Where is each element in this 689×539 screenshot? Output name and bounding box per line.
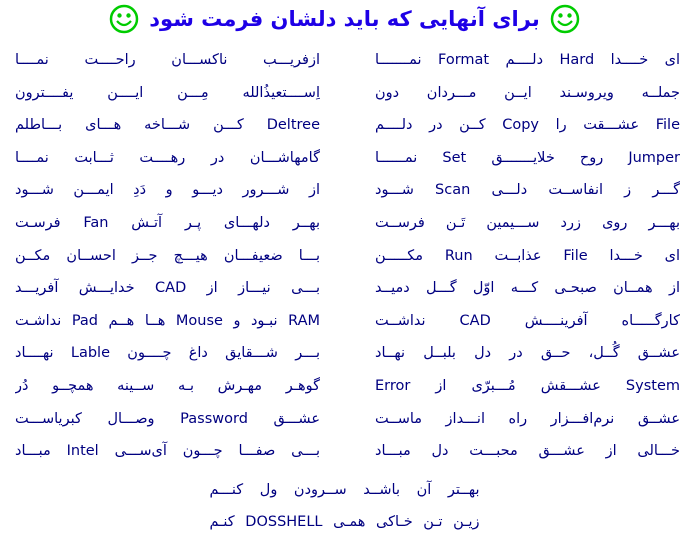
poem-line: گامهاشـــان در رهــــت ثـــابت نمــــا: [15, 149, 320, 166]
poem-right-column: [375, 44, 680, 468]
title-bar: [0, 2, 689, 36]
poem-line: Jumper روح خلایـــــــق Set نمــــــا: [375, 149, 680, 166]
poem-line: عشــق نرم‌افـــزار راه انـــداز ماســت: [375, 410, 680, 427]
poem-line: گوهـر مهـرش بـه ســینه همچــو دُر: [15, 377, 320, 394]
poem-left-column: [15, 44, 320, 468]
poem-line: بـــا ضعیفـــان هیـــچ جــز احســان مکــن: [15, 247, 320, 264]
poem-line: ای خــــدا Hard دلــــم Format نمـــــــا: [375, 52, 680, 68]
poem-line: بهــتر آن باشــد ســرودن ول کنـــم: [209, 482, 480, 498]
poem-line: File عشـــقت را Copy کــن در دلــــم: [375, 117, 680, 134]
poem-line: اِســــتعیذُالله مِـــن ایــــن یفــــترون: [15, 84, 320, 101]
closing-verse-2: [0, 506, 689, 539]
poem-line: ای خـــدا File عذابــت Run مکـــــن: [375, 247, 680, 264]
page-title: برای آنهایی که باید دلشان فرمت شود: [149, 7, 540, 31]
smiley-icon: [550, 4, 580, 34]
poem-line: زیـن تـن خـاکی همـی DOSSHELL کنـم: [209, 514, 480, 530]
poem-line: گـــر ز انفاســت دلـــی Scan شـــود: [375, 182, 680, 199]
poem-line: بـــر شـــقایق داغ چــــون Lable نهــــاد: [15, 345, 320, 362]
poem-line: RAM نبـود و Mouse هــا هــم Pad نداشـت: [15, 312, 320, 329]
closing-verse-1: [0, 474, 689, 507]
poem-line: کارگـــــاه آفرینــــش CAD نداشــت: [375, 312, 680, 329]
poem-line: از شـــرور دیـــو و دَدِ ایمـــن شـــود: [15, 182, 320, 199]
poem-line: از همــان صبحـی کـــه اوّل گـــل دمیــد: [375, 280, 680, 297]
poem-line: عشـــق Password وصـــال کبریاســـت: [15, 410, 320, 427]
poem-line: جملــه ویروسـند ایــن مـــردان دون: [375, 84, 680, 101]
poem-line: عشــق گُــل، حــق در دل بلبــل نهــاد: [375, 345, 680, 362]
poem-line: بهـــر روی زرد ســـیمین تَـن فرســت: [375, 214, 680, 231]
poem-line: خـــالی از عشـــق محبـــت دل مبـــاد: [375, 443, 680, 460]
smiley-icon: [109, 4, 139, 34]
poem-line: بهــر دلهـــای پـر آتـش Fan فرسـت: [15, 214, 320, 231]
poem-line: ازفریـــب ناکســـان راحــــت نمــــا: [15, 52, 320, 68]
poem-line: بـــی صفـــا چـــون آی‌ســـی Intel مبـــاد: [15, 443, 320, 460]
poem-line: بـــی نیـــاز از CAD خدایـــش آفریـــد: [15, 280, 320, 297]
poem-line: Deltree کـــن شـــاخه هـــای بـــاطلم: [15, 117, 320, 134]
poem-line: System عشـــقش مُـــبرّی از Error: [375, 377, 680, 394]
